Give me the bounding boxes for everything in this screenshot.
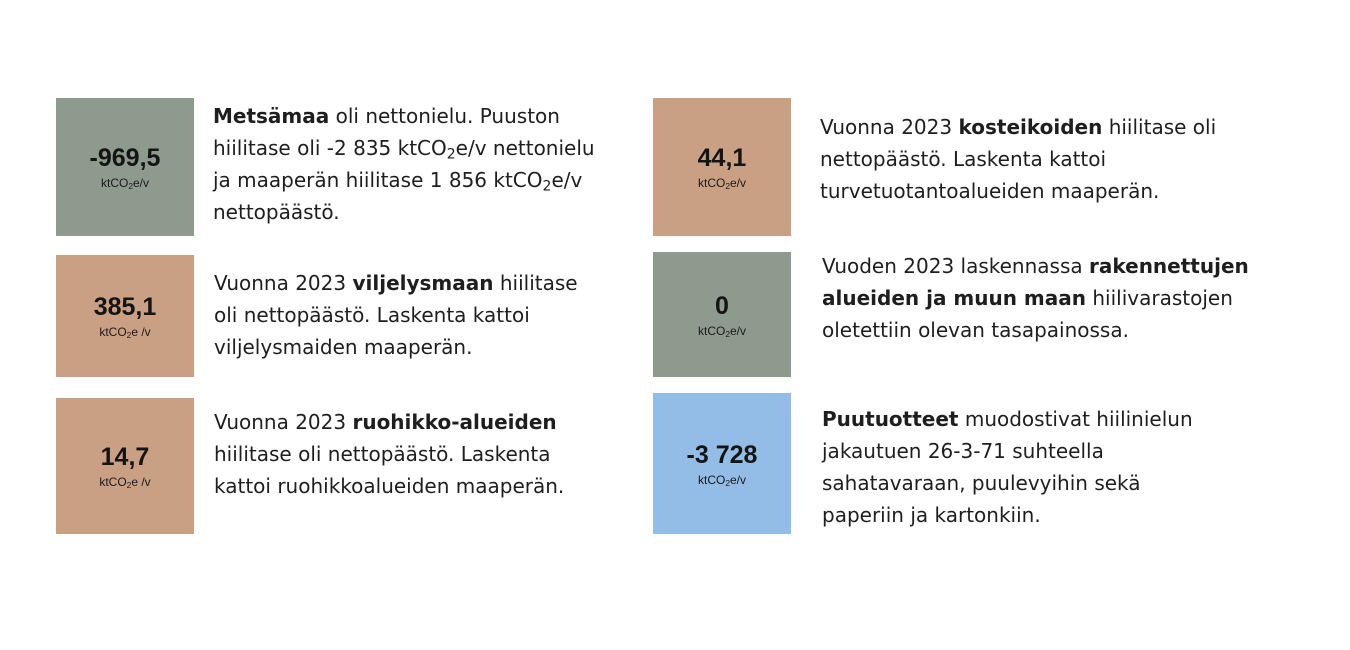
settlements-unit: ktCO$_2$e/v (697, 323, 747, 339)
settlements-card (653, 252, 1253, 392)
settlements-description: Vuoden 2023 laskennassa rakennettujen alueiden ja muun maan hiilivarastojen oletettiin olevan tasapainossa. (822, 254, 1249, 342)
forest-land-description: Metsämaa oli nettonielu. Puuston hiilitase oli -2 835 ktCO$_2$e/v nettonielu ja maaperän hiilitase 1 856 ktCO$_2$e/v nettopäästö. (213, 104, 595, 224)
cropland-card (56, 255, 656, 395)
forest-land-value: -969,5 (89, 144, 161, 172)
wetlands-unit: ktCO$_2$e/v (697, 176, 747, 192)
wetlands-card (653, 98, 1253, 238)
grassland-card (56, 398, 656, 538)
cropland-value: 385,1 (93, 293, 157, 321)
settlements-value: 0 (715, 291, 729, 320)
settlements-value-tile (653, 252, 791, 377)
wood-products-unit: ktCO$_2$e/v (697, 472, 747, 488)
wood-products-value-tile (653, 393, 791, 534)
grassland-value: 14,7 (100, 443, 150, 471)
wetlands-description: Vuonna 2023 kosteikoiden hiilitase oli nettopäästö. Laskenta kattoi turvetuotantoalueiden maaperän. (820, 115, 1217, 203)
cropland-description: Vuonna 2023 viljelysmaan hiilitase oli nettopäästö. Laskenta kattoi viljelysmaiden maaperän. (214, 271, 578, 359)
grassland-value-tile (56, 398, 194, 534)
cropland-value-tile (56, 255, 194, 377)
wood-products-card (653, 393, 1253, 533)
grassland-description: Vuonna 2023 ruohikko-alueiden hiilitase oli nettopäästö. Laskenta kattoi ruohikkoalueiden maaperän. (214, 410, 565, 498)
wood-products-value: -3 728 (686, 440, 758, 469)
grassland-unit: ktCO$_2$e /v (99, 475, 151, 491)
cropland-unit: ktCO$_2$e /v (99, 325, 151, 341)
wood-products-description: Puutuotteet muodostivat hiilinielun jakautuen 26-3-71 suhteella sahatavaraan, puulevyihin sekä paperiin ja kartonkiin. (822, 407, 1193, 527)
wetlands-value: 44,1 (697, 144, 747, 172)
wetlands-value-tile (653, 98, 791, 236)
forest-land-card (56, 98, 656, 238)
forest-land-unit: ktCO$_2$e/v (100, 176, 150, 192)
forest-land-value-tile (56, 98, 194, 236)
